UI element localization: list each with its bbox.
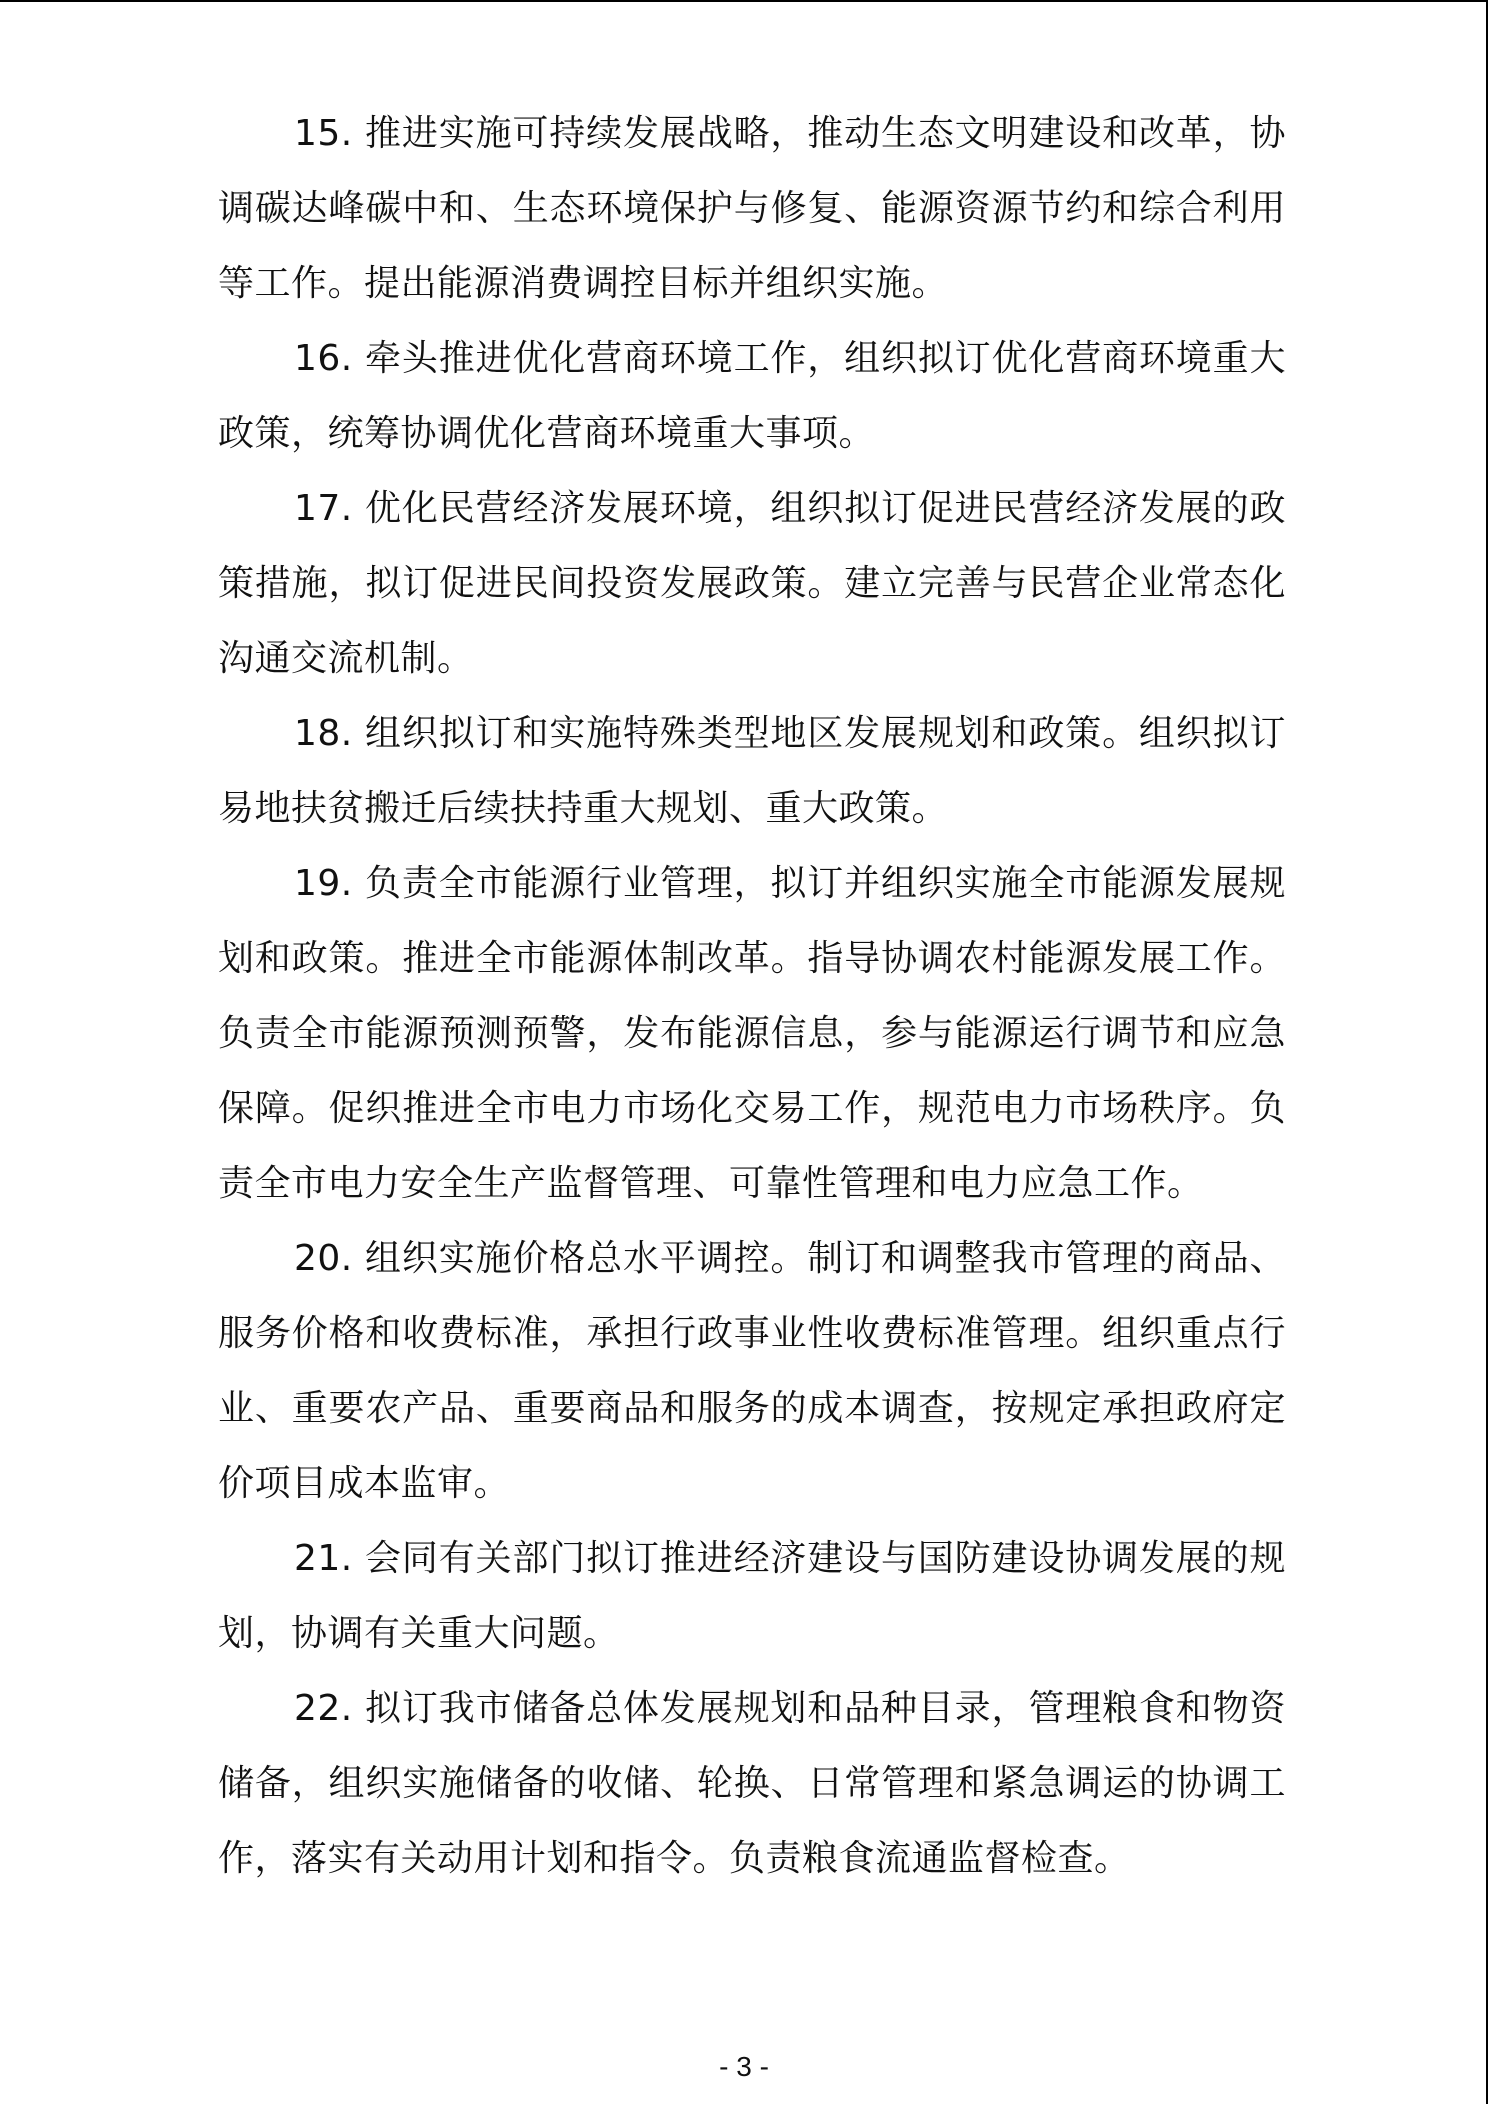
paragraph-16: 16. 牵头推进优化营商环境工作，组织拟订优化营商环境重大政策，统筹协调优化营商环境重大事项。 [218, 338, 1286, 454]
paragraph-22: 22. 拟订我市储备总体发展规划和品种目录，管理粮食和物资储备，组织实施储备的收储、轮换、日常管理和紧急调运的协调工作，落实有关动用计划和指令。负责粮食流通监督检查。 [218, 1688, 1286, 1879]
paragraph-15: 15. 推进实施可持续发展战略，推动生态文明建设和改革，协调碳达峰碳中和、生态环境保护与修复、能源资源节约和综合利用等工作。提出能源消费调控目标并组织实施。 [218, 113, 1286, 304]
paragraph-21: 21. 会同有关部门拟订推进经济建设与国防建设协调发展的规划，协调有关重大问题。 [218, 1538, 1286, 1654]
paragraph-17: 17. 优化民营经济发展环境，组织拟订促进民营经济发展的政策措施，拟订促进民间投资发展政策。建立完善与民营企业常态化沟通交流机制。 [218, 488, 1286, 679]
page-number: - 3 - [719, 2051, 769, 2082]
paragraph-19: 19. 负责全市能源行业管理，拟订并组织实施全市能源发展规划和政策。推进全市能源体制改革。指导协调农村能源发展工作。负责全市能源预测预警，发布能源信息，参与能源运行调节和应急保障。促织推进全市电力市场化交易工作，规范电力市场秩序。负责全市电力安全生产监督管理、可靠性管理和电力应急工作。 [218, 863, 1286, 1204]
document-body [218, 96, 1286, 1896]
paragraph-18: 18. 组织拟订和实施特殊类型地区发展规划和政策。组织拟订易地扶贫搬迁后续扶持重大规划、重大政策。 [218, 713, 1286, 829]
paragraph-20: 20. 组织实施价格总水平调控。制订和调整我市管理的商品、服务价格和收费标准，承担行政事业性收费标准管理。组织重点行业、重要农产品、重要商品和服务的成本调查，按规定承担政府定价项目成本监审。 [218, 1238, 1286, 1504]
